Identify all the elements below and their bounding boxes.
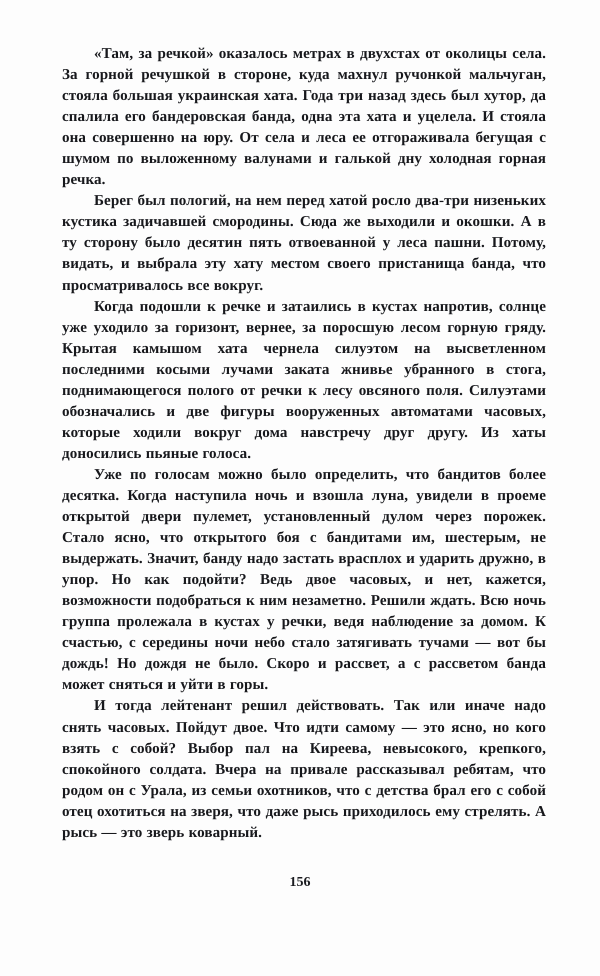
- page-body-text: [62, 44, 546, 844]
- paragraph-3: Когда подошли к речке и затаились в кустах напротив, солнце уже уходило за горизонт, вернее, за поросшую лесом горную гряду. Крытая камышом хата чернела силуэтом на высветленном последними косыми лучами заката жнивье убранного в стога, поднимающегося полого от речки к лесу овсяного поля. Силуэтами обозначались и две фигуры вооруженных автоматами часовых, которые ходили вокруг дома навстречу друг другу. Из хаты доносились пьяные голоса.: [62, 298, 546, 462]
- paragraph-4: Уже по голосам можно было определить, что бандитов более десятка. Когда наступила ночь и взошла луна, увидели в проеме открытой двери пулемет, установленный дулом через порожек. Стало ясно, что открытого боя с бандитами им, шестерым, не выдержать. Значит, банду надо застать врасплох и ударить дружно, в упор. Но как подойти? Ведь двое часовых, и нет, кажется, возможности подобраться к ним незаметно. Решили ждать. Всю ночь группа пролежала в кустах у речки, ведя наблюдение за домом. К счастью, с середины ночи небо стало затягивать тучами — вот бы дождь! Но дождя не было. Скоро и рассвет, а с рассветом банда может сняться и уйти в горы.: [62, 466, 546, 694]
- paragraph-1: «Там, за речкой» оказалось метрах в двухстах от околицы села. За горной речушкой в стороне, куда махнул ручонкой мальчуган, стояла большая украинская хата. Года три назад здесь был хутор, да спалила его бандеровская банда, одна эта хата и уцелела. И стояла она совершенно на юру. От села и леса ее отгораживала бегущая с шумом по выложенному валунами и галькой дну холодная горная речка.: [62, 46, 546, 189]
- page-number: 156: [289, 875, 311, 890]
- paragraph-2: Берег был пологий, на нем перед хатой росло два-три низеньких кустика задичавшей смородины. Сюда же выходили и окошки. А в ту сторону было десятин пять отвоеванной у леса пашни. Потому, видать, и выбрала эту хату местом своего пристанища банда, что просматривалось все вокруг.: [62, 193, 546, 294]
- paragraph-5: И тогда лейтенант решил действовать. Так или иначе надо снять часовых. Пойдут двое. Что идти самому — это ясно, но кого взять с собой? Выбор пал на Киреева, невысокого, крепкого, спокойного солдата. Вчера на привале рассказывал ребятам, что родом он с Урала, из семьи охотников, что с детства брал его с собой отец охотиться на зверя, что даже рысь приходилось ему стрелять. А рысь — это зверь коварный.: [62, 698, 546, 841]
